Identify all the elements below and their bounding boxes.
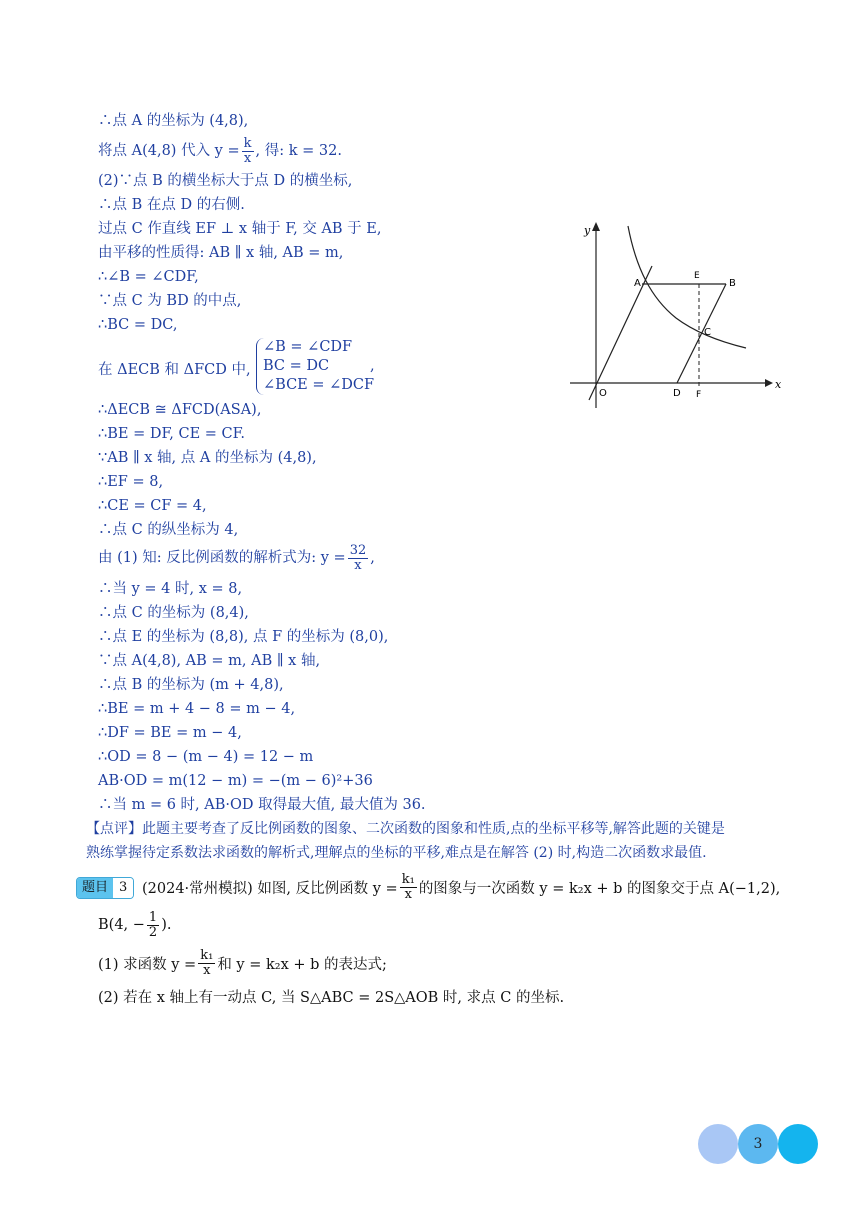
- condition-item: ∠B = ∠CDF: [263, 339, 353, 355]
- solution-line: ∴BC = DC,: [98, 317, 178, 333]
- question-part-1: (1) 求函数 y = $\frac{\text{k₁}}{x}$ 和 y = k₂x + b 的表达式;: [98, 947, 387, 978]
- x-axis-arrow-icon: [765, 379, 773, 387]
- solution-line: ∴点 B 在点 D 的右侧.: [98, 197, 245, 213]
- solution-line: ∴∠B = ∠CDF,: [98, 269, 199, 285]
- segment-bd: [677, 284, 726, 383]
- solution-line: ∴点 B 的坐标为 (m + 4,8),: [98, 677, 284, 693]
- question-point-b: B(4, − $\frac{1}{2}$ ).: [98, 909, 172, 940]
- badge-label: 题目: [77, 878, 113, 898]
- page-number: 3: [753, 1136, 763, 1152]
- comment-line-1: 【点评】此题主要考查了反比例函数的图象、二次函数的图象和性质,点的坐标平移等,解答此题的关键是: [86, 821, 725, 837]
- solution-line: (2)∵点 B 的横坐标大于点 D 的横坐标,: [98, 173, 353, 189]
- label-c: C: [704, 327, 711, 338]
- congruence-conditions: [256, 338, 374, 395]
- fraction-one-half: $\frac{1}{2}$: [148, 909, 158, 940]
- question-intro: (2024·常州模拟) 如图, 反比例函数 y = $\frac{\text{k₁}}{x}$ 的图象与一次函数 y = k₂x + b 的图象交于点 A(−1,2),: [142, 871, 781, 902]
- label-a: A: [634, 278, 641, 289]
- solution-line: 过点 C 作直线 EF ⊥ x 轴于 F, 交 AB 于 E,: [98, 221, 382, 237]
- congruence-suffix: ,: [370, 358, 375, 374]
- line-oa: [589, 266, 652, 400]
- label-d: D: [673, 388, 681, 399]
- label-x: x: [775, 378, 782, 391]
- solution-line: ∴DF = BE = m − 4,: [98, 725, 242, 741]
- congruence-block: [98, 338, 418, 398]
- solution-line: ∴OD = 8 − (m − 4) = 12 − m: [98, 749, 314, 765]
- solution-line: ∴CE = CF = 4,: [98, 498, 207, 514]
- solution-line: ∴当 y = 4 时, x = 8,: [98, 581, 243, 597]
- question-part-2: (2) 若在 x 轴上有一动点 C, 当 S△ABC = 2S△AOB 时, 求点 C 的坐标.: [98, 990, 565, 1006]
- label-b: B: [729, 278, 736, 289]
- question-badge: [76, 877, 134, 899]
- y-axis-arrow-icon: [592, 222, 600, 231]
- solution-line: ∴点 A 的坐标为 (4,8),: [98, 113, 249, 129]
- label-o: O: [599, 388, 607, 399]
- inverse-function-line: [98, 542, 375, 574]
- comment-block: [86, 820, 806, 862]
- solution-line: AB·OD = m(12 − m) = −(m − 6)²+36: [98, 773, 373, 789]
- inverse-prefix: 由 (1) 知: 反比例函数的解析式为: y =: [98, 550, 346, 566]
- condition-item: BC = DC: [263, 358, 330, 374]
- badge-number: 3: [113, 878, 133, 898]
- substitute-prefix: 将点 A(4,8) 代入 y =: [98, 143, 240, 159]
- substitute-suffix: , 得: k = 32.: [255, 143, 342, 159]
- comment-line-2: 熟练掌握待定系数法求函数的解析式,理解点的坐标的平移,难点是在解答 (2) 时,构造二次函数求最值.: [86, 845, 707, 861]
- solution-line: ∵点 C 为 BD 的中点,: [98, 293, 242, 309]
- condition-item: ∠BCE = ∠DCF: [263, 377, 375, 393]
- solution-line: 由平移的性质得: AB ∥ x 轴, AB = m,: [98, 245, 344, 261]
- label-e: E: [694, 271, 700, 281]
- fraction-k1-over-x: $\frac{\text{k₁}}{x}$: [401, 871, 415, 902]
- solution-line: ∴点 C 的坐标为 (8,4),: [98, 605, 249, 621]
- page-decor-circle-1: [698, 1124, 738, 1164]
- solution-line: ∵AB ∥ x 轴, 点 A 的坐标为 (4,8),: [98, 450, 317, 466]
- function-graph: [566, 218, 786, 408]
- comment-tag: 【点评】: [86, 821, 142, 837]
- label-f: F: [696, 390, 702, 400]
- inverse-suffix: ,: [370, 550, 375, 566]
- solution-line: ∵点 A(4,8), AB = m, AB ∥ x 轴,: [98, 653, 321, 669]
- solution-line: ∴BE = m + 4 − 8 = m − 4,: [98, 701, 296, 717]
- fraction-k1-over-x: $\frac{\text{k₁}}{x}$: [200, 947, 214, 978]
- solution-line: ∴点 C 的纵坐标为 4,: [98, 522, 239, 538]
- solution-line: ∴点 E 的坐标为 (8,8), 点 F 的坐标为 (8,0),: [98, 629, 389, 645]
- solution-line: ∴EF = 8,: [98, 474, 164, 490]
- page-decor-circle-3: [778, 1124, 818, 1164]
- label-y: y: [584, 224, 591, 237]
- fraction-k-over-x: $\frac{k}{x}$: [243, 135, 252, 166]
- solution-line: ∴当 m = 6 时, AB·OD 取得最大值, 最大值为 36.: [98, 797, 426, 813]
- fraction-32-over-x: $\frac{32}{x}$: [349, 542, 367, 573]
- congruence-prefix: 在 ΔECB 和 ΔFCD 中,: [98, 362, 251, 378]
- solution-line: ∴ΔECB ≅ ΔFCD(ASA),: [98, 402, 262, 418]
- substitute-line: [98, 136, 342, 166]
- solution-line: ∴BE = DF, CE = CF.: [98, 426, 246, 442]
